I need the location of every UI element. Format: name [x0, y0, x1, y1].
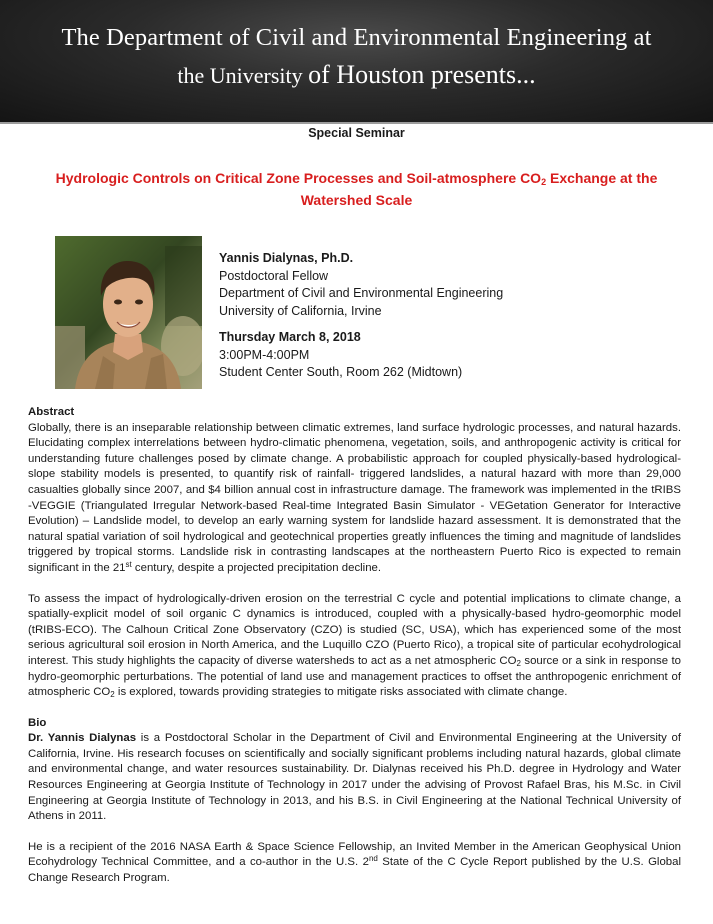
- abstract-p2-subscript-2: 2: [110, 690, 115, 700]
- seminar-location: Student Center South, Room 262 (Midtown): [219, 365, 463, 379]
- abstract-p1-tail: century, despite a projected precipitation decline.: [131, 561, 382, 574]
- abstract-paragraph-2: [28, 592, 681, 701]
- abstract-p1-text: Globally, there is an inseparable relationship between climatic extremes, land surface hydrologic processes, and natural hazards. Elucidating complex interrelations between hydro-climatic phenomena, vegetation, soils, and anthropogenic activity is critical for understanding future challenges posed by climate change. A probabilistic approach for coupled physically-based hydrological-slope stability models is presented, to quantify risk of rainfall- triggered landslides, a natural hazard with more than 29,000 casualties globally since 2007, and $4 billion annual cost in infrastructure damage. The framework was implemented in the tRIBS -VEGGIE (Triangulated Irregular Network-based Real-time Integrated Basin Simulator - VEGetation Generator for Interactive Evolution) – Landslide model, to develop an early warning system for landslide hazard assessment. It is demonstrated that the natural spatial variation of soil hydrological and geotechnical properties greatly influences the timing and magnitude of landslides triggered by tropical storms. Landslide risk in contrasting landscapes at the northeastern Puerto Rico is expected to remain significant in the 21: [28, 421, 681, 574]
- abstract-paragraph-1: [28, 421, 681, 577]
- seminar-time: 3:00PM-4:00PM: [219, 347, 310, 362]
- bio-p2-text: He is a recipient of the 2016 NASA Earth & Space Science Fellowship, an Invited Member in the American Geophysical Union Ecohydrology Technical Committee, and a co-author in the U.S. 2: [28, 840, 681, 869]
- bio-paragraph-2: [28, 840, 681, 887]
- abstract-p1-superscript: st: [125, 559, 132, 569]
- title-part-1: Hydrologic Controls on Critical Zone Processes and Soil-atmosphere CO: [55, 170, 542, 186]
- speaker-department: Department of Civil and Environmental Engineering: [219, 286, 504, 300]
- main-text: [28, 405, 681, 887]
- speaker-name: Yannis Dialynas, Ph.D.: [219, 251, 354, 265]
- bio-p1-text: is a Postdoctoral Scholar in the Department of Civil and Environmental Engineering at the University of California, Irvine. His research focuses on scientifically and socially significant problems including natural hazards, global climate and environmental change, and water resources sustainability. Dr. Dialynas received his Ph.D. degree in Hydrology and Water Resources Engineering at Georgia Institute of Technology in 2017 under the advising of Provost Rafael Bras, his M.Sc. in Civil Engineering at Georgia Institute of Technology in 2013, and his B.S. in Civil Engineering at the National Technical University of Athens in 2011.: [28, 732, 682, 823]
- seminar-date: Thursday March 8, 2018: [219, 330, 361, 344]
- abstract-p2-text: To assess the impact of hydrologically-driven erosion on the terrestrial C cycle and potential implications to climate change, a spatially-explicit model of soil organic C dynamics is introduced, coupled with a physically-based hydro-geomorphic model (tRIBS-ECO). The Calhoun Critical Zone Observatory (CZO) is studied (SC, USA), which has experienced some of the most serious agricultural soil erosion in North America, and the Luquillo CZO (Puerto Rico), a tropical site of particular ecohydrological interest. This study highlights the capacity of diverse watersheds to act as a net atmospheric CO: [28, 592, 681, 667]
- bio-name: Dr. Yannis Dialynas: [28, 732, 137, 745]
- title-part-2: Exchange at the: [546, 170, 658, 186]
- speaker-university: University of California, Irvine: [219, 303, 382, 318]
- banner-line-2-part-b: of Houston presents...: [308, 60, 536, 89]
- abstract-p2-subscript-1: 2: [516, 658, 521, 668]
- spacer: [219, 320, 503, 329]
- bio-heading: Bio: [28, 716, 47, 729]
- banner-line-2-part-a: the University: [177, 63, 309, 88]
- abstract-p2-tail: is explored, towards providing strategies to mitigate risks associated with climate change.: [114, 686, 568, 699]
- banner-line-2: [0, 60, 713, 90]
- bio-p2-tail: State of the C Cycle Report published by the U.S. Global Change Research Program.: [28, 856, 681, 885]
- title-line-2: Watershed Scale: [300, 192, 413, 208]
- speaker-photo: [55, 236, 202, 389]
- abstract-p2-middle: source or a sink in response to hydro-geomorphic perturbations. The potential of land use and management practices to offset the anthropogenic enrichment of atmospheric CO: [28, 654, 681, 699]
- header-banner: [0, 0, 713, 122]
- banner-divider: [0, 122, 713, 124]
- banner-line-1: The Department of Civil and Environmental Engineering at: [61, 24, 652, 51]
- speaker-info: [219, 250, 503, 382]
- bio-p2-superscript: nd: [368, 854, 378, 864]
- seminar-title: [40, 167, 673, 211]
- seminar-type: Special Seminar: [308, 126, 405, 140]
- title-subscript: 2: [541, 177, 547, 187]
- abstract-heading: Abstract: [28, 406, 75, 418]
- speaker-portrait-illustration: [55, 236, 202, 389]
- speaker-position: Postdoctoral Fellow: [219, 268, 329, 283]
- bio-paragraph-1: [28, 731, 681, 825]
